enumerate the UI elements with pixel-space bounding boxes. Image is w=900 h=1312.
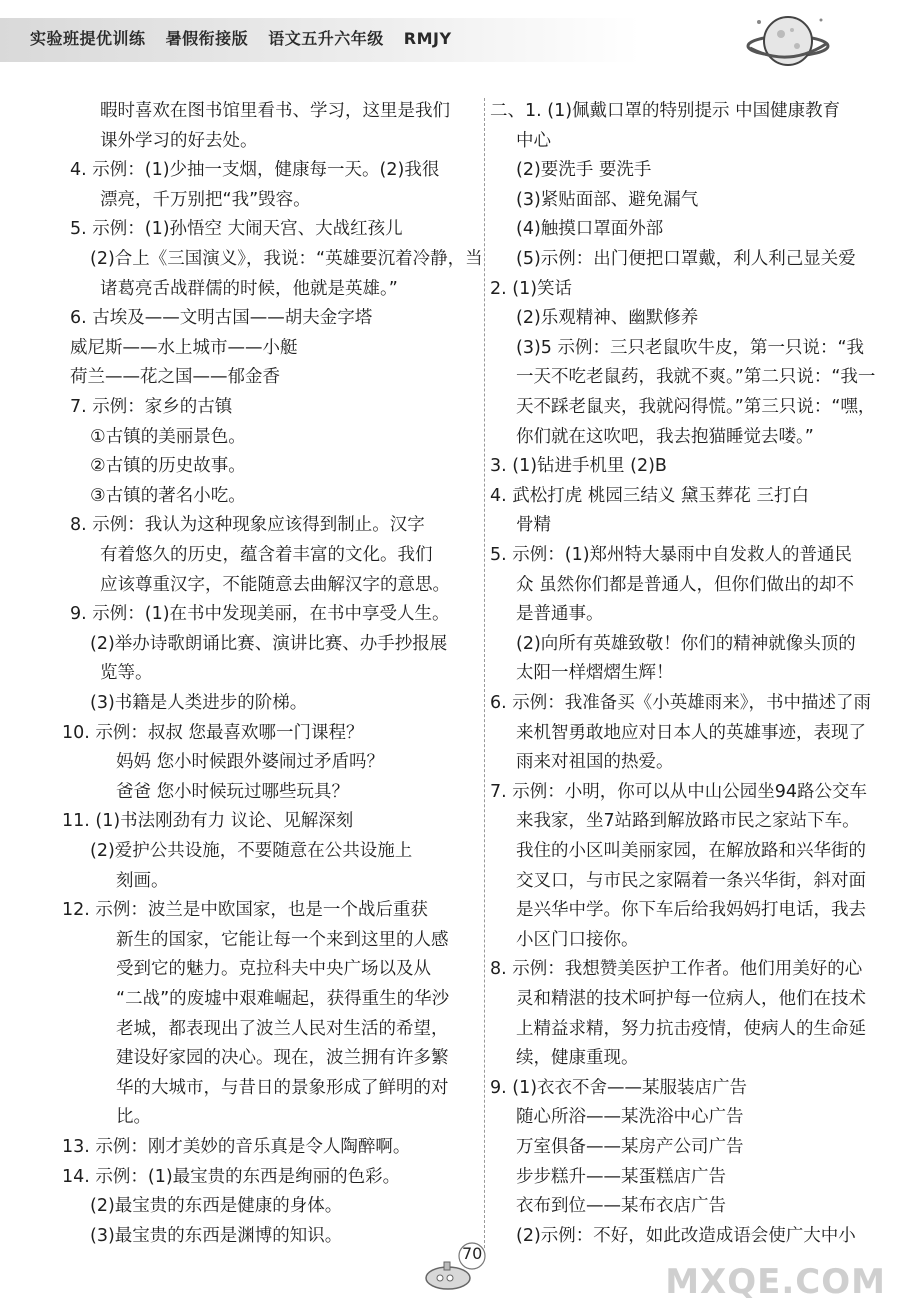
answer-line: 10. 示例：叔叔 您最喜欢哪一门课程？ xyxy=(62,722,364,743)
page-number: 70 xyxy=(462,1244,483,1263)
answer-line: 随心所浴——某洗浴中心广告 xyxy=(516,1107,744,1128)
answer-line: 中心 xyxy=(516,130,551,151)
answer-line: (2)合上《三国演义》，我说：“英雄要沉着冷静，当 xyxy=(90,249,483,269)
answer-line: 一天不吃老鼠药，我就不爽。”第二只说：“我一 xyxy=(516,367,876,388)
answer-line: 13. 示例：刚才美妙的音乐真是令人陶醉啊。 xyxy=(62,1137,411,1157)
answer-line: 9. (1)衣衣不舍——某服装店广告 xyxy=(490,1077,748,1098)
answer-line: 诸葛亮舌战群儒的时候，他就是英雄。” xyxy=(100,278,398,299)
answer-line: (2)爱护公共设施，不要随意在公共设施上 xyxy=(90,841,413,861)
answer-line: (3)最宝贵的东西是渊博的知识。 xyxy=(90,1225,343,1246)
answer-line: ③古镇的著名小吃。 xyxy=(90,485,246,506)
answer-line: 刻画。 xyxy=(116,870,169,891)
answer-line: 漂亮，千万别把“我”毁容。 xyxy=(100,189,311,210)
answer-line: 8. 示例：我认为这种现象应该得到制止。汉字 xyxy=(70,515,425,536)
answer-line: 众 虽然你们都是普通人，但你们做出的却不 xyxy=(516,574,855,595)
answer-line: 7. 示例：家乡的古镇 xyxy=(70,397,233,417)
answer-line: (2)举办诗歌朗诵比赛、演讲比赛、办手抄报展 xyxy=(90,633,448,654)
answer-line: ①古镇的美丽景色。 xyxy=(90,426,246,447)
publisher-code: RMJY xyxy=(403,29,452,48)
page-header xyxy=(0,0,900,70)
answer-line: 衣布到位——某布衣店广告 xyxy=(516,1196,726,1217)
header-title xyxy=(30,26,466,49)
answer-line: 续，健康重现。 xyxy=(516,1048,639,1069)
answer-line: 8. 示例：我想赞美医护工作者。他们用美好的心 xyxy=(490,959,863,980)
answer-line: 是兴华中学。你下车后给我妈妈打电话，我去 xyxy=(516,900,866,921)
answer-line: 交叉口，与市民之家隔着一条兴华街，斜对面 xyxy=(516,870,866,891)
answer-line: 灵和精湛的技术呵护每一位病人，他们在技术 xyxy=(516,989,866,1009)
answer-line: 6. 古埃及——文明古国——胡夫金字塔 xyxy=(70,308,373,329)
answer-line: 二、1. (1)佩戴口罩的特别提示 中国健康教育 xyxy=(490,101,841,121)
answer-line: 小区门口接你。 xyxy=(516,929,639,950)
answer-line: 受到它的魅力。克拉科夫中央广场以及从 xyxy=(116,959,431,980)
answer-line: 2. (1)笑话 xyxy=(490,278,573,299)
answer-line: 9. 示例：(1)在书中发现美丽，在书中享受人生。 xyxy=(70,604,450,625)
answer-line: (3)书籍是人类进步的阶梯。 xyxy=(90,693,308,713)
answer-line: 建设好家园的决心。现在，波兰拥有许多繁 xyxy=(116,1048,449,1069)
subject-name: 语文五升六年级 xyxy=(268,29,384,48)
answer-line: 暇时喜欢在图书馆里看书、学习，这里是我们 xyxy=(100,101,450,121)
answer-line: (4)触摸口罩面外部 xyxy=(516,219,664,240)
answer-line: 应该尊重汉字，不能随意去曲解汉字的意思。 xyxy=(100,574,450,595)
answer-line: (2)要洗手 要洗手 xyxy=(516,160,652,181)
answer-line: 14. 示例：(1)最宝贵的东西是绚丽的色彩。 xyxy=(62,1166,401,1187)
answer-line: 6. 示例：我准备买《小英雄雨来》，书中描述了雨 xyxy=(490,693,872,713)
answer-line: 11. (1)书法刚劲有力 议论、见解深刻 xyxy=(62,811,354,832)
answer-line: 来我家，坐7站路到解放路市民之家站下车。 xyxy=(516,811,860,832)
answer-line: 太阳一样熠熠生辉！ xyxy=(516,663,674,684)
answer-line: 威尼斯——水上城市——小艇 xyxy=(70,337,298,358)
answer-line: 华的大城市，与昔日的景象形成了鲜明的对 xyxy=(116,1077,449,1098)
answer-line: 天不踩老鼠夹，我就闷得慌。”第三只说：“嘿， xyxy=(516,397,876,417)
answer-line: 7. 示例：小明，你可以从中山公园坐94路公交车 xyxy=(490,781,868,802)
answer-line: 步步糕升——某蛋糕店广告 xyxy=(516,1166,726,1187)
answer-line: 我住的小区叫美丽家园，在解放路和兴华街的 xyxy=(516,841,866,861)
series-name: 实验班提优训练 xyxy=(30,29,146,48)
answer-line: (3)紧贴面部、避免漏气 xyxy=(516,189,699,210)
answer-line: (5)示例：出门便把口罩戴，利人利己显关爱 xyxy=(516,249,856,269)
answer-line: 新生的国家，它能让每一个来到这里的人感 xyxy=(116,929,449,950)
answer-line: (2)向所有英雄致敬！你们的精神就像头顶的 xyxy=(516,633,856,654)
answer-line: 比。 xyxy=(116,1107,151,1128)
answer-line: (2)示例：不好，如此改造成语会使广大中小 xyxy=(516,1225,856,1246)
answer-line: 4. 示例：(1)少抽一支烟，健康每一天。(2)我很 xyxy=(70,160,440,181)
answer-line: 老城，都表现出了波兰人民对生活的希望， xyxy=(116,1018,449,1039)
planet-illustration-icon xyxy=(745,8,831,78)
answer-line: 3. (1)钻进手机里 (2)B xyxy=(490,456,667,477)
column-divider xyxy=(484,98,485,1248)
answer-line: 雨来对祖国的热爱。 xyxy=(516,752,674,773)
answer-line: 12. 示例：波兰是中欧国家，也是一个战后重获 xyxy=(62,900,428,921)
answer-line: 妈妈 您小时候跟外婆闹过矛盾吗？ xyxy=(116,752,385,773)
answer-line: 览等。 xyxy=(100,663,153,684)
answer-line: 荷兰——花之国——郁金香 xyxy=(70,367,280,388)
answer-line: ②古镇的历史故事。 xyxy=(90,456,246,477)
watermark: MXQE.COM xyxy=(665,1262,886,1302)
answer-line: (3)5 示例：三只老鼠吹牛皮，第一只说：“我 xyxy=(516,337,865,358)
answer-line: 你们就在这吹吧，我去抱猫睡觉去喽。” xyxy=(516,426,814,447)
answer-line: 爸爸 您小时候玩过哪些玩具？ xyxy=(116,781,350,802)
answer-line: 5. 示例：(1)郑州特大暴雨中自发救人的普通民 xyxy=(490,545,853,565)
answer-line: 课外学习的好去处。 xyxy=(100,130,258,151)
answer-line: 5. 示例：(1)孙悟空 大闹天宫、大战红孩儿 xyxy=(70,219,403,240)
answer-line: 4. 武松打虎 桃园三结义 黛玉葬花 三打白 xyxy=(490,485,809,506)
answer-line: (2)最宝贵的东西是健康的身体。 xyxy=(90,1196,343,1217)
edition-name: 暑假衔接版 xyxy=(165,29,249,48)
answer-line: (2)乐观精神、幽默修养 xyxy=(516,308,699,329)
answer-line: 有着悠久的历史，蕴含着丰富的文化。我们 xyxy=(100,545,433,565)
answer-line: “二战”的废墟中艰难崛起，获得重生的华沙 xyxy=(116,989,450,1009)
answer-line: 骨精 xyxy=(516,515,551,536)
answer-line: 是普通事。 xyxy=(516,604,604,625)
answer-line: 上精益求精，努力抗击疫情，使病人的生命延 xyxy=(516,1018,866,1039)
answer-line: 来机智勇敢地应对日本人的英雄事迹，表现了 xyxy=(516,722,866,743)
answer-line: 万室俱备——某房产公司广告 xyxy=(516,1137,744,1157)
